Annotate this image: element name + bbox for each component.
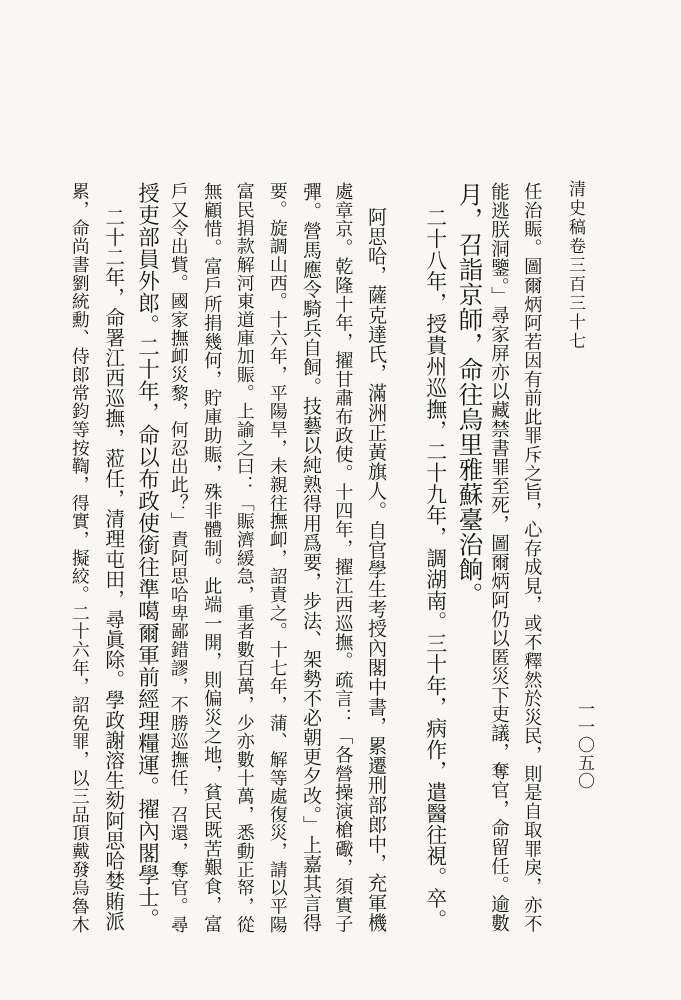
text-column: 二十八年，授貴州巡撫，二十九年，調湖南。三十年，病作，遣醫往視。卒。 [422, 207, 447, 931]
text-column: 要。旋調山西。十六年，平陽旱，未親往撫卹，詔責之。十七年，蒲、解等處復災，請以平陽 [266, 182, 288, 934]
text-column: 任治賑。圖爾炳阿若因有前此罪斥之旨，心存成見，或不釋然於災民，則是自取罪戾，亦不 [521, 182, 543, 934]
text-column: 能逃朕洞鑒。」尋家屏亦以藏禁書罪至死，圖爾炳阿仍以匿災下吏議，奪官，命留任。逾數 [488, 182, 510, 933]
text-column: 二十二年，命署江西巡撫，蒞任，清理屯田，尋眞除。學政謝溶生劾阿思哈婪賄派 [101, 207, 125, 932]
text-column: 富民捐款解河東道庫加賑。上諭之曰：「賑濟緩急，重者數百萬，少亦數十萬，悉動正帑，從 [233, 182, 255, 934]
text-column: 累，命尚書劉統勳、侍郎常鈞等按鞫，得實，擬絞。二十六年，詔免罪，以三品頂戴發烏魯木 [68, 182, 90, 934]
text-column: 戶又令出貲。國家撫卹災黎，何忍出此？」責阿思哈卑鄙錯謬，不勝巡撫任，召還，奪官。尋 [167, 182, 189, 934]
text-column: 處章京。乾隆十年，擢甘肅布政使。十四年，擢江西巡撫。疏言：「各營操演槍礮，須實子 [332, 182, 354, 934]
text-column: 授吏部員外郎。二十年，命以布政使銜往準噶爾軍前經理糧運。擢內閣學士。 [134, 182, 160, 930]
text-column: 無顧惜。富戶所捐幾何，貯庫助賑，殊非體制。此端一開，則偏災之地，貧民既苦艱食，富 [201, 182, 223, 934]
page-number: 一一〇五〇 [574, 700, 594, 790]
text-column: 月，召詣京師，命往烏里雅蘇臺治餉。 [455, 182, 485, 607]
text-column: 彈。營馬應令騎兵自飼。技藝以純熟得用爲要，步法、架勢不必朝更夕改。」上嘉其言得 [299, 182, 322, 933]
text-column: 阿思哈，薩克達氏，滿洲正黃旗人。自官學生考授內閣中書，累遷刑部郎中，充軍機 [365, 207, 389, 933]
running-head: 清史稿卷三百三十七 [565, 180, 585, 351]
